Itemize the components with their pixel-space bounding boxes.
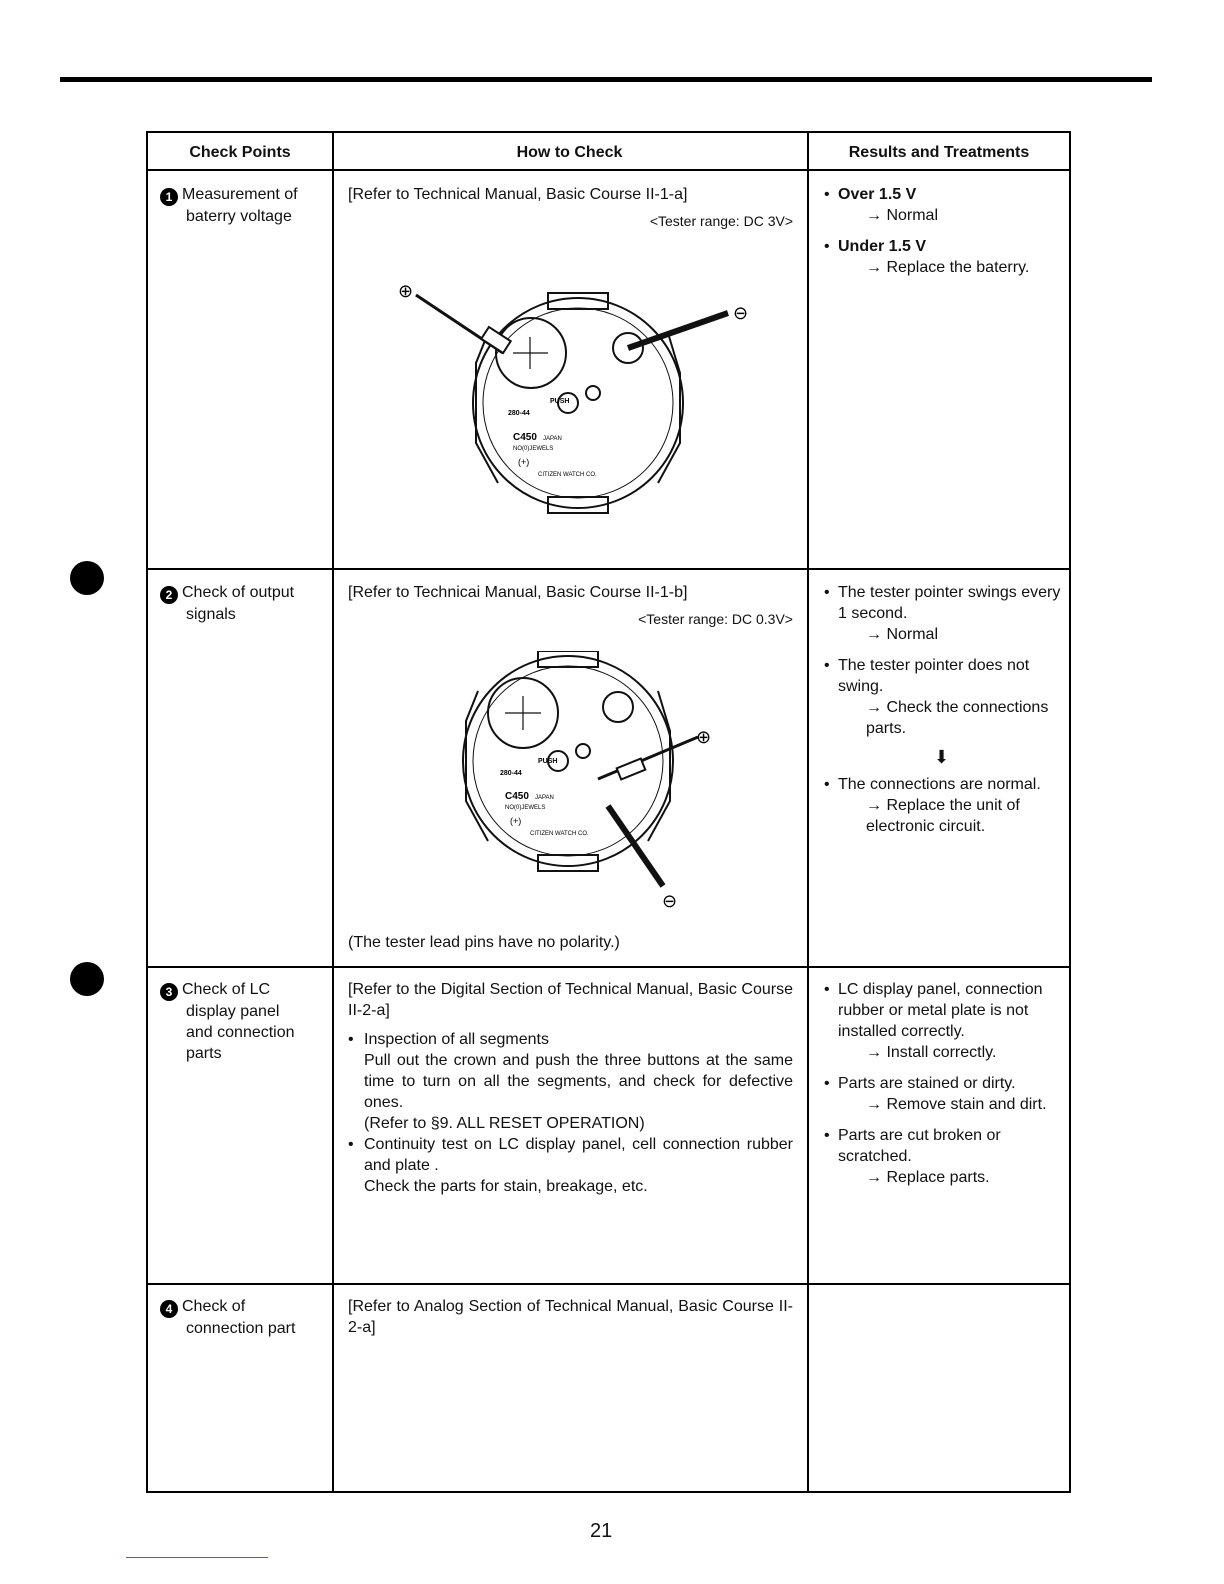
how-to-check-2 xyxy=(348,582,793,630)
minus-terminal-icon: ⊖ xyxy=(662,891,678,911)
header-results: Results and Treatments xyxy=(848,144,1030,161)
how-to-check-3: [Refer to the Digital Section of Technical Manual, Basic Course II-2-a] • Inspection of all segments Pull out the crown and push the three buttons at the same time to turn on all the segments, and check for defective ones. (Refer to §9. ALL RESET OPERATION) • Continuity test on LC display panel, cell connection rubber and plate . Check the parts for stain, breakage, etc. xyxy=(348,979,793,1197)
svg-text:PUSH: PUSH xyxy=(538,758,558,765)
check-point-2: 2 Check of output signals xyxy=(160,582,320,625)
svg-text:JAPAN: JAPAN xyxy=(543,436,562,442)
reference-text: [Refer to the Digital Section of Technical Manual, Basic Course II-2-a] xyxy=(348,981,793,1019)
plus-terminal-icon: ⊕ xyxy=(696,727,712,747)
svg-text:280-44: 280-44 xyxy=(500,770,522,777)
binder-hole-marker xyxy=(70,561,104,595)
reference-text: [Refer to Technical Manual, Basic Course II-1-a] xyxy=(348,186,688,203)
how-to-check-1 xyxy=(348,184,793,232)
svg-text:PUSH: PUSH xyxy=(550,398,570,405)
page-number: 21 xyxy=(590,1520,613,1542)
svg-text:CITIZEN WATCH CO.: CITIZEN WATCH CO. xyxy=(538,472,597,478)
movement-diagram-2 xyxy=(438,651,738,911)
check-table xyxy=(146,131,1071,1493)
header-check-points: Check Points xyxy=(189,144,291,161)
svg-text:(+): (+) xyxy=(518,457,530,467)
tester-range: <Tester range: DC 3V> xyxy=(649,213,793,229)
svg-text:NO(0)JEWELS: NO(0)JEWELS xyxy=(505,805,546,811)
plus-terminal-icon: ⊕ xyxy=(398,281,414,301)
check-point-3: 3 Check of LC display panel and connection parts xyxy=(160,979,320,1064)
results-3: • LC display panel, connection rubber or metal plate is not installed correctly. → Install correctly. • Parts are stained or dirty. → Remove stain and dirt. • Parts are cut broken or scratched. → Replace parts. xyxy=(824,979,1064,1198)
binder-hole-marker xyxy=(70,962,104,996)
arrow-down-icon: ⬇ xyxy=(934,747,950,767)
top-rule xyxy=(60,77,1152,82)
svg-text:C450: C450 xyxy=(513,432,537,443)
movement-diagram-1 xyxy=(388,273,758,533)
check-point-1: 1 Measurement of baterry voltage xyxy=(160,184,320,227)
minus-terminal-icon: ⊖ xyxy=(733,303,749,323)
svg-text:JAPAN: JAPAN xyxy=(535,795,554,801)
svg-text:NO(0)JEWELS: NO(0)JEWELS xyxy=(513,446,554,452)
footer-rule xyxy=(126,1557,268,1558)
results-1: • Over 1.5 V → Normal • Under 1.5 V → Replace the baterry. xyxy=(824,184,1064,288)
tester-range: <Tester range: DC 0.3V> xyxy=(638,611,793,627)
svg-text:280-44: 280-44 xyxy=(508,410,530,417)
how-to-check-4: [Refer to Analog Section of Technical Manual, Basic Course II-2-a] xyxy=(348,1298,793,1336)
svg-text:(+): (+) xyxy=(510,816,522,826)
header-how-to-check: How to Check xyxy=(516,144,623,161)
results-2: • The tester pointer swings every 1 second. → Normal • The tester pointer does not swing. → Check the connections parts. ⬇ • The connections are normal. → Replace the unit of electronic circuit. xyxy=(824,582,1064,847)
svg-text:C450: C450 xyxy=(505,791,529,802)
reference-text: [Refer to Technicai Manual, Basic Course II-1-b] xyxy=(348,584,688,601)
svg-text:CITIZEN WATCH CO.: CITIZEN WATCH CO. xyxy=(530,831,589,837)
polarity-note: (The tester lead pins have no polarity.) xyxy=(348,934,620,951)
check-point-4: 4 Check of connection part xyxy=(160,1296,320,1339)
